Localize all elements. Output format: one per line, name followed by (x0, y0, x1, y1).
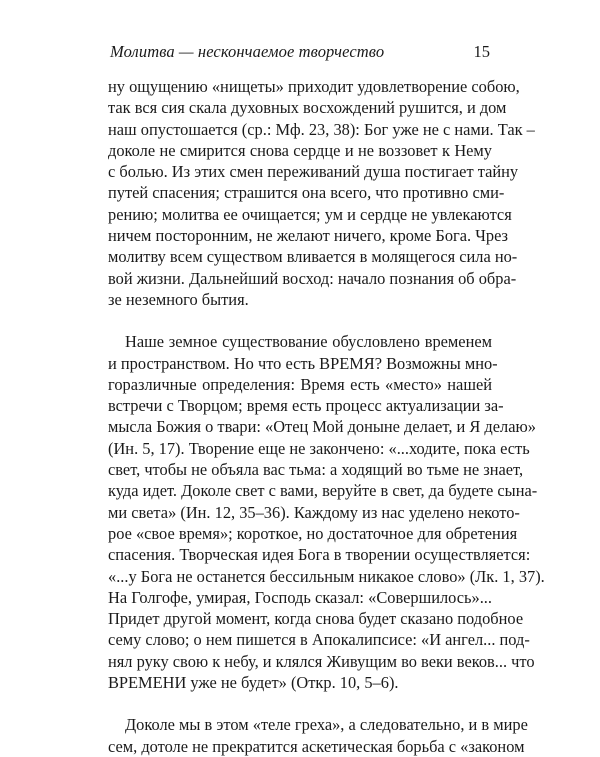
text-line: горазличные определения: Время есть «место» нашей (108, 374, 492, 394)
text-line: куда идет. Доколе свет с вами, веруйте в свет, да будете сына- (108, 481, 538, 501)
text-line: и пространством. Но что есть ВРЕМЯ? Возможны мно- (108, 353, 498, 373)
text-line: ничем посторонним, не желают ничего, кроме Бога. Чрез (108, 226, 509, 246)
text-line: «...у Бога не останется бессильным никакое слово» (Лк. 1, 37). (108, 566, 545, 586)
text-line: Придет другой момент, когда снова будет сказано подобное (108, 609, 524, 629)
text-line: ну ощущению «нищеты» приходит удовлетворение собою, (108, 77, 520, 96)
text-line: доколе не смирится снова сердце и не воззовет к Нему (108, 140, 492, 160)
paragraph (108, 76, 535, 310)
text-line: нял руку свою к небу, и клялся Живущим во веки веков... что (108, 651, 535, 671)
text-line: сему слово; о нем пишется в Апокалипсисе: «И ангел... под- (108, 630, 530, 650)
text-line: свет, чтобы не объяла вас тьма: а ходящий во тьме не знает, (108, 460, 524, 480)
running-title: Молитва — нескончаемое творчество (110, 42, 385, 61)
text-line: вой жизни. Дальнейший восход: начало познания об обра- (108, 268, 517, 288)
text-line: (Ин. 5, 17). Творение еще не закончено: «...ходите, пока есть (108, 438, 530, 458)
text-line: рое «свое время»; короткое, но достаточное для обретения (108, 523, 518, 543)
page-header (110, 42, 490, 62)
text-line: Доколе мы в этом «теле греха», а следовательно, и в мире (125, 715, 528, 735)
text-line: мысла Божия о твари: «Отец Мой доныне делает, и Я делаю» (108, 417, 536, 437)
text-line: молитву всем существом вливается в молящегося сила но- (108, 247, 518, 267)
text-line: спасения. Творческая идея Бога в творении осуществляется: (108, 545, 531, 565)
text-line: наш опустошается (ср.: Мф. 23, 38): Бог уже не с нами. Так – (108, 119, 535, 139)
text-line: ВРЕМЕНИ уже не будет» (Откр. 10, 5–6). (108, 673, 399, 693)
text-line: ми света» (Ин. 12, 35–36). Каждому из нас уделено некото- (108, 502, 520, 522)
text-line: сем, дотоле не прекратится аскетическая борьба с «законом (108, 736, 525, 756)
body-text (108, 76, 545, 757)
text-line: зе неземного бытия. (108, 289, 249, 309)
paragraph (108, 331, 545, 693)
text-line: На Голгофе, умирая, Господь сказал: «Совершилось»... (108, 587, 492, 607)
text-line: рению; молитва ее очищается; ум и сердце не увлекаются (108, 204, 512, 224)
text-line: встречи с Творцом; время есть процесс актуализации за- (108, 396, 504, 416)
paragraph-gap (108, 693, 492, 714)
page-number: 15 (473, 42, 490, 61)
text-line: так вся сия скала духовных восхождений рушится, и дом (108, 98, 507, 118)
text-line: Наше земное существование обусловлено временем (125, 332, 492, 352)
text-line: с болью. Из этих смен переживаний душа постигает тайну (108, 162, 519, 182)
text-line: путей спасения; страшится она всего, что противно сми- (108, 183, 505, 203)
paragraph-gap (108, 310, 492, 331)
paragraph (108, 714, 528, 757)
